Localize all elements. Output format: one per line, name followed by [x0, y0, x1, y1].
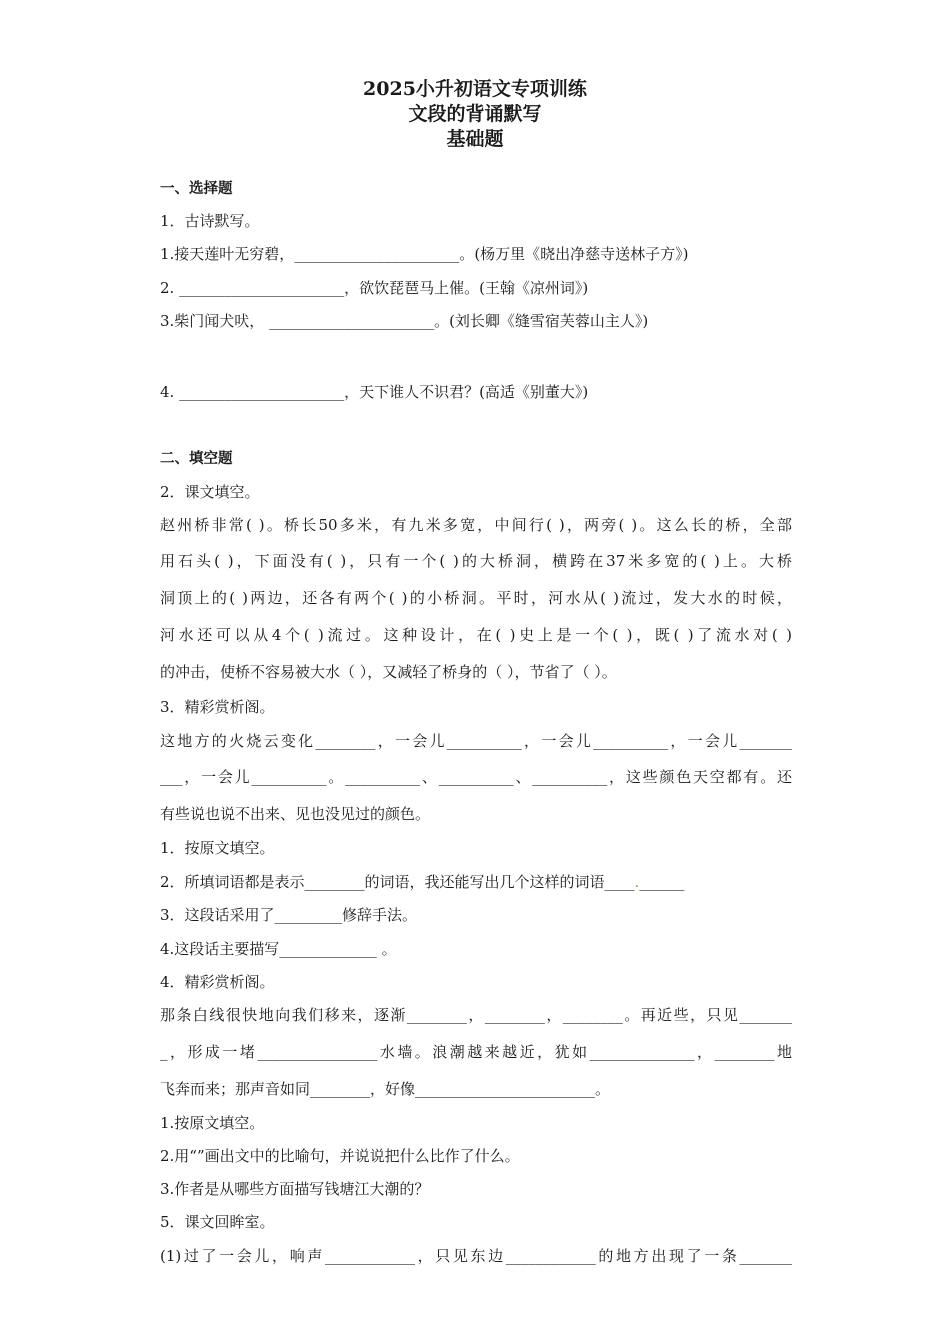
q3-sub-1: 1．按原文填空。 — [160, 839, 275, 857]
passage-4-line-3: 飞奔而来；那声音如同________，好像________________________。 — [160, 1080, 611, 1098]
question-3-intro: 3．精彩赏析阁。 — [160, 698, 275, 716]
question-4-intro: 4．精彩赏析阁。 — [160, 973, 275, 991]
q3-sub-2 — [160, 872, 792, 892]
passage-2-line-4: 河水还可以从4个( )流过。这种设计，在( )史上是一个( )，既( )了流水对( ) — [160, 626, 792, 644]
title-line-2: 文段的背诵默写 — [408, 103, 542, 125]
question-2-intro: 2．课文填空。 — [160, 483, 260, 501]
q4-sub-3: 3.作者是从哪些方面描写钱塘江大潮的？ — [160, 1180, 430, 1198]
passage-3-line-1: 这地方的火烧云变化________，一会儿__________，一会儿__________，一会儿_______ — [160, 732, 792, 750]
title-line-1: 2025小升初语文专项训练 — [363, 78, 587, 100]
passage-3-line-2: ___，一会儿__________。__________、__________、__________，这些颜色天空都有。还 — [160, 768, 792, 786]
passage-2-line-5: 的冲击，使桥不容易被大水（ ），又减轻了桥身的（ ），节省了（ ）。 — [160, 663, 617, 681]
q3-sub-2-blank-b: ______ — [639, 873, 685, 891]
passage-4-line-1: 那条白线很快地向我们移来，逐渐________，________，________。再近些，只见_______ — [160, 1006, 792, 1024]
poem-item-2: 2. ______________________，欲饮琵琶马上催。(王翰《凉州词》) — [160, 279, 589, 297]
q3-sub-2-text: 2．所填词语都是表示________的词语，我还能写出几个这样的词语 — [160, 873, 605, 891]
passage-4-line-2: _，形成一堵________________水墙。浪潮越来越近，犹如______________，________地 — [160, 1043, 792, 1061]
q3-sub-4: 4.这段话主要描写_____________ 。 — [160, 940, 397, 958]
section-heading-fill: 二、填空题 — [160, 450, 233, 467]
section-heading-choice: 一、选择题 — [160, 180, 233, 197]
passage-5-line-1: (1)过了一会儿，响声____________，只见东边____________的地方出现了一条_______ — [160, 1247, 792, 1265]
q4-sub-1: 1.按原文填空。 — [160, 1114, 265, 1132]
poem-item-3: 3.柴门闻犬吠， ______________________。(刘长卿《缝雪宿芙蓉山主人》) — [160, 312, 649, 330]
passage-2-line-2: 用石头( )，下面没有( )，只有一个( )的大桥洞，横跨在37米多宽的( )上。大桥 — [160, 552, 792, 570]
question-1-intro: 1．古诗默写。 — [160, 212, 260, 230]
passage-3-line-3: 有些说也说不出来、见也没见过的颜色。 — [160, 805, 431, 823]
q4-sub-2: 2.用“”画出文中的比喻句，并说说把什么比作了什么。 — [160, 1147, 520, 1165]
poem-item-1: 1.接天莲叶无穷碧，______________________。(杨万里《晓出净慈寺送林子方》) — [160, 245, 689, 263]
title-line-3: 基础题 — [446, 128, 504, 150]
poem-item-4: 4. ______________________，天下谁人不识君？(高适《别董大》) — [160, 383, 589, 401]
q3-sub-2-blank-a: ____ — [604, 873, 635, 891]
passage-2-line-3: 洞顶上的( )两边，还各有两个( )的小桥洞。平时，河水从( )流过，发大水的时候， — [160, 589, 792, 607]
q3-sub-2-dot: . — [634, 873, 640, 891]
passage-2-line-1: 赵州桥非常( )。桥长50多米，有九米多宽，中间行( )，两旁( )。这么长的桥，全部 — [160, 516, 792, 534]
question-5-intro: 5．课文回眸室。 — [160, 1213, 275, 1231]
q3-sub-3: 3．这段话采用了_________修辞手法。 — [160, 906, 418, 924]
